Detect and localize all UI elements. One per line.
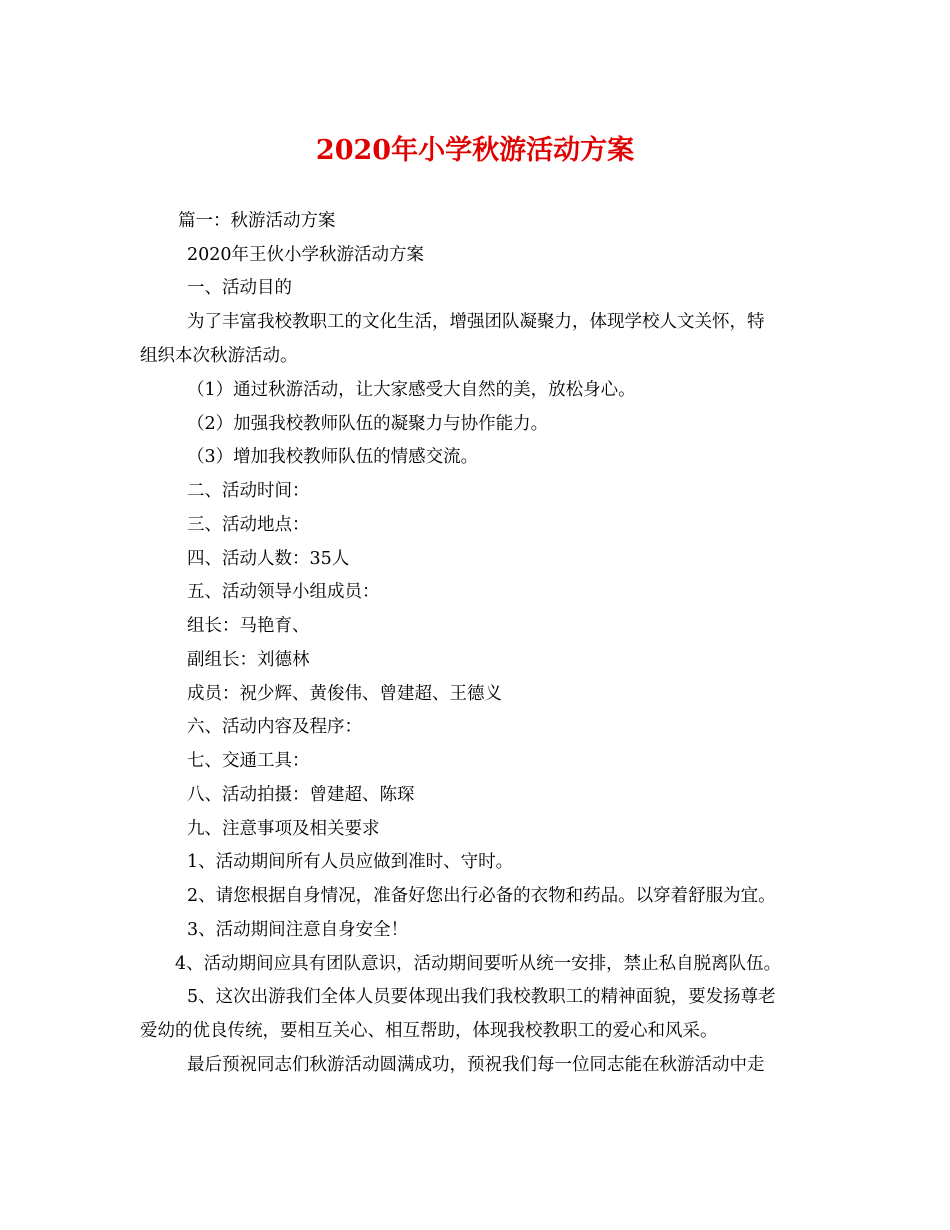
paragraph-line: 2、请您根据自身情况，准备好您出行必备的衣物和药品。以穿着舒服为宜。 [187,886,776,906]
paragraph-line: 1、活动期间所有人员应做到准时、守时。 [187,852,514,872]
paragraph-line: 五、活动领导小组成员： [187,582,380,602]
paragraph-line: 最后预祝同志们秋游活动圆满成功，预祝我们每一位同志能在秋游活动中走 [187,1055,765,1075]
paragraph-line: 爱幼的优良传统，要相互关心、相互帮助，体现我校教职工的爱心和风采。 [140,1021,718,1041]
paragraph-line: （1）通过秋游活动，让大家感受大自然的美，放松身心。 [187,380,636,400]
paragraph-line: 四、活动人数：35人 [187,549,350,569]
paragraph-line: 九、注意事项及相关要求 [187,819,380,839]
paragraph-line: 成员：祝少辉、黄俊伟、曾建超、王德义 [187,684,502,704]
document-title: 2020年小学秋游活动方案 [315,135,635,166]
paragraph-line: 副组长：刘德林 [187,650,310,670]
paragraph-line: （2）加强我校教师队伍的凝聚力与协作能力。 [187,414,549,434]
paragraph-line: 为了丰富我校教职工的文化生活，增强团队凝聚力，体现学校人文关怀，特 [187,312,765,332]
paragraph-line: 三、活动地点： [187,515,310,535]
paragraph-line: 组织本次秋游活动。 [140,346,298,366]
paragraph-line: 2020年王伙小学秋游活动方案 [187,245,425,265]
paragraph-line: （3）增加我校教师队伍的情感交流。 [187,447,479,467]
paragraph-line: 一、活动目的 [187,278,292,298]
paragraph-line: 组长：马艳育、 [187,616,310,636]
paragraph-line: 六、活动内容及程序： [187,717,362,737]
paragraph-line: 二、活动时间： [187,481,310,501]
paragraph-line: 5、这次出游我们全体人员要体现出我们我校教职工的精神面貌，要发扬尊老 [187,987,776,1007]
paragraph-line: 八、活动拍摄：曾建超、陈琛 [187,785,415,805]
paragraph-line: 4、活动期间应具有团队意识，活动期间要听从统一安排，禁止私自脱离队伍。 [175,954,782,974]
paragraph-line: 七、交通工具： [187,751,310,771]
paragraph-line: 3、活动期间注意自身安全！ [187,920,409,940]
paragraph-line: 篇一：秋游活动方案 [178,211,336,231]
